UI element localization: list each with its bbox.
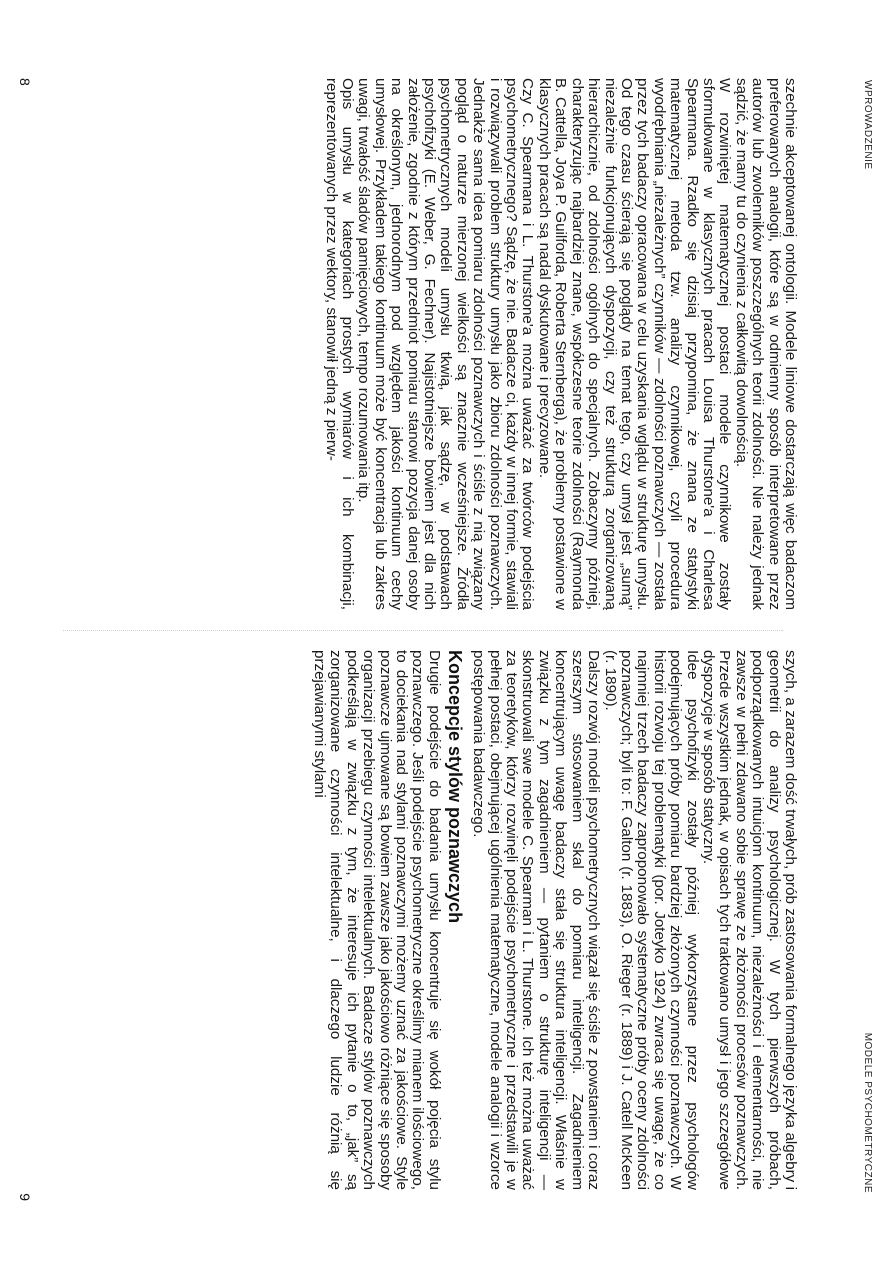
section-heading: Koncepcje stylów poznawczych (444, 650, 465, 924)
page-number-right: 9 (17, 1193, 33, 1201)
paragraph: szych, a zarazem dość trwałych, prób zastosowania formalnego języka algebry i geometrii do analizy psychologicznej. W tych pierwszych próbach, podporządkowanych intuicjom kontinuum, niezależności i elementarności, nie zawsze w pełni zdawano sobie sprawę ze złożoności procesów poznawczych. Przede wszystkim jednak, w opisach tych traktowano umysł i jego szczegółowe dyspozycje w sposób statyczny. (699, 650, 799, 1190)
paragraph: Czy C. Spearmana i L. Thurstone'a można uważać za twórców podejścia psychometrycznego? Sądzę, że nie. Badacze ci, każdy w innej formie, stawiali i rozwiązywali problem struktury umysłu jako zbioru zdolności poznawczych. Jednakże sama idea pomiaru zdolności poznawczych i ściśle z nią związany pogląd o naturze mierzonej wielkości są znacznie wcześniejsze. Źródła psychometrycznych modeli umysłu tkwią, jak sądzę, w podstawach psychofizyki (E. Weber, G. Fechner). Najistotniejsze bowiem jest dla nich założenie, zgodnie z którym przedmiot pomiaru stanowi pozycja danej osoby na określonym, jednorodnym pod względem jakości kontinuum cechy umysłowej. Przykładem takiego kontinuum może być koncentracja lub zakres uwagi, trwałość śladów pamięciowych, tempo rozumowania itp. (355, 78, 537, 610)
paragraph: Drugie podejście do badania umysłu koncentruje się wokół pojęcia stylu poznawczego. Jeśli podejście psychometryczne określimy mianem ilościowego, to dociekania nad stylami poznawczymi możemy uznać za jakościowe. Style poznawcze ujmowane są bowiem zawsze jako jakościowo różniące się sposoby organizacji przebiegu czynności intelektualnych. Badacze stylów poznawczych podkreślają w związku z tym, że interesuje ich pytanie o to, „jak” są zorganizowane czynności intelektualne, i dlaczego ludzie różnią się przejawianymi stylami (311, 650, 443, 1190)
paragraph: Idee psychofizyki zostały później wykorzystane przez psychologów podejmujących próby pomiaru bardziej złożonych czynności poznawczych. W historii rozwoju tej problematyki (por. Joteyko 1924) zwraca się uwagę, że co najmniej trzech badaczy zaproponowało systematyczne próby oceny zdolności poznawczych; byli to: F. Galton (r. 1883), O. Rieger (r. 1889) i J. Catell McKeen (r. 1890). (601, 650, 701, 1190)
page-number-left: 8 (17, 78, 33, 86)
running-head-right: MODELE PSYCHOMETRYCZNE (862, 1032, 873, 1193)
right-column (311, 650, 798, 1190)
column-divider (63, 630, 783, 631)
paragraph: W rozwiniętej matematycznej postaci modele czynnikowe zostały sformułowane w klasycznych pracach Louisa Thurstone'a i Charlesa Spearmana. Rzadko się dzisiaj przypomina, że znana ze statystyki matematycznej metoda tzw. analizy czynnikowej, czyli procedura wyodrębniania „niezależnych” czynników — zdolności poznawczych — została przez tych badaczy opracowana w celu uzyskania wglądu w strukturę umysłu. Od tego czasu ścierają się poglądy na temat tego, czy umysł jest „sumą” niezależnie funkcjonujących dyspozycji, czy też strukturą zorganizowaną hierarchicznie, od zdolności ogólnych do specjalnych. Zobaczymy później, charakteryzując najbardziej znane, współczesne teorie zdolności (Raymonda B. Cattella, Joya P. Guilforda, Roberta Sternberga), że problemy postawione w klasycznych pracach są nadal dyskutowane i precyzowane. (535, 78, 734, 610)
paragraph: Dalszy rozwój modeli psychometrycznych wiązał się ściśle z powstaniem i coraz szerszym stosowaniem skal do pomiaru inteligencji. Zagadnieniem koncentrującym uwagę badaczy stała się struktura inteligencji. Właśnie w związku z tym zagadnieniem — pytaniem o strukturę inteligencji — skonstruowali swe modele C. Spearman i L. Thurstone. Ich też można uważać za teoretyków, którzy rozwinęli podejście psychometryczne i przedstawili je w pełnej postaci, obejmującej ugólnienia matematyczne, modele analogii i wzorce postępowania badawczego. (470, 650, 603, 1190)
paragraph: Opis umysłu w kategoriach prostych wymiarów i ich kombinacji, reprezentowanych przez wektory, stanowił jedną z pierw- (322, 78, 357, 610)
running-head-left: WPROWADZENIE (862, 80, 873, 170)
left-column (322, 78, 798, 610)
paragraph: szechnie akceptowanej ontologii. Modele liniowe dostarczają więc badaczom preferowanych analogii, które są w odmienny sposób interpretowane przez autorów lub zwolenników poszczególnych teorii zdolności. Nie należy jednak sądzić, że mamy tu do czynienia z całkowitą dowolnością. (732, 78, 799, 610)
